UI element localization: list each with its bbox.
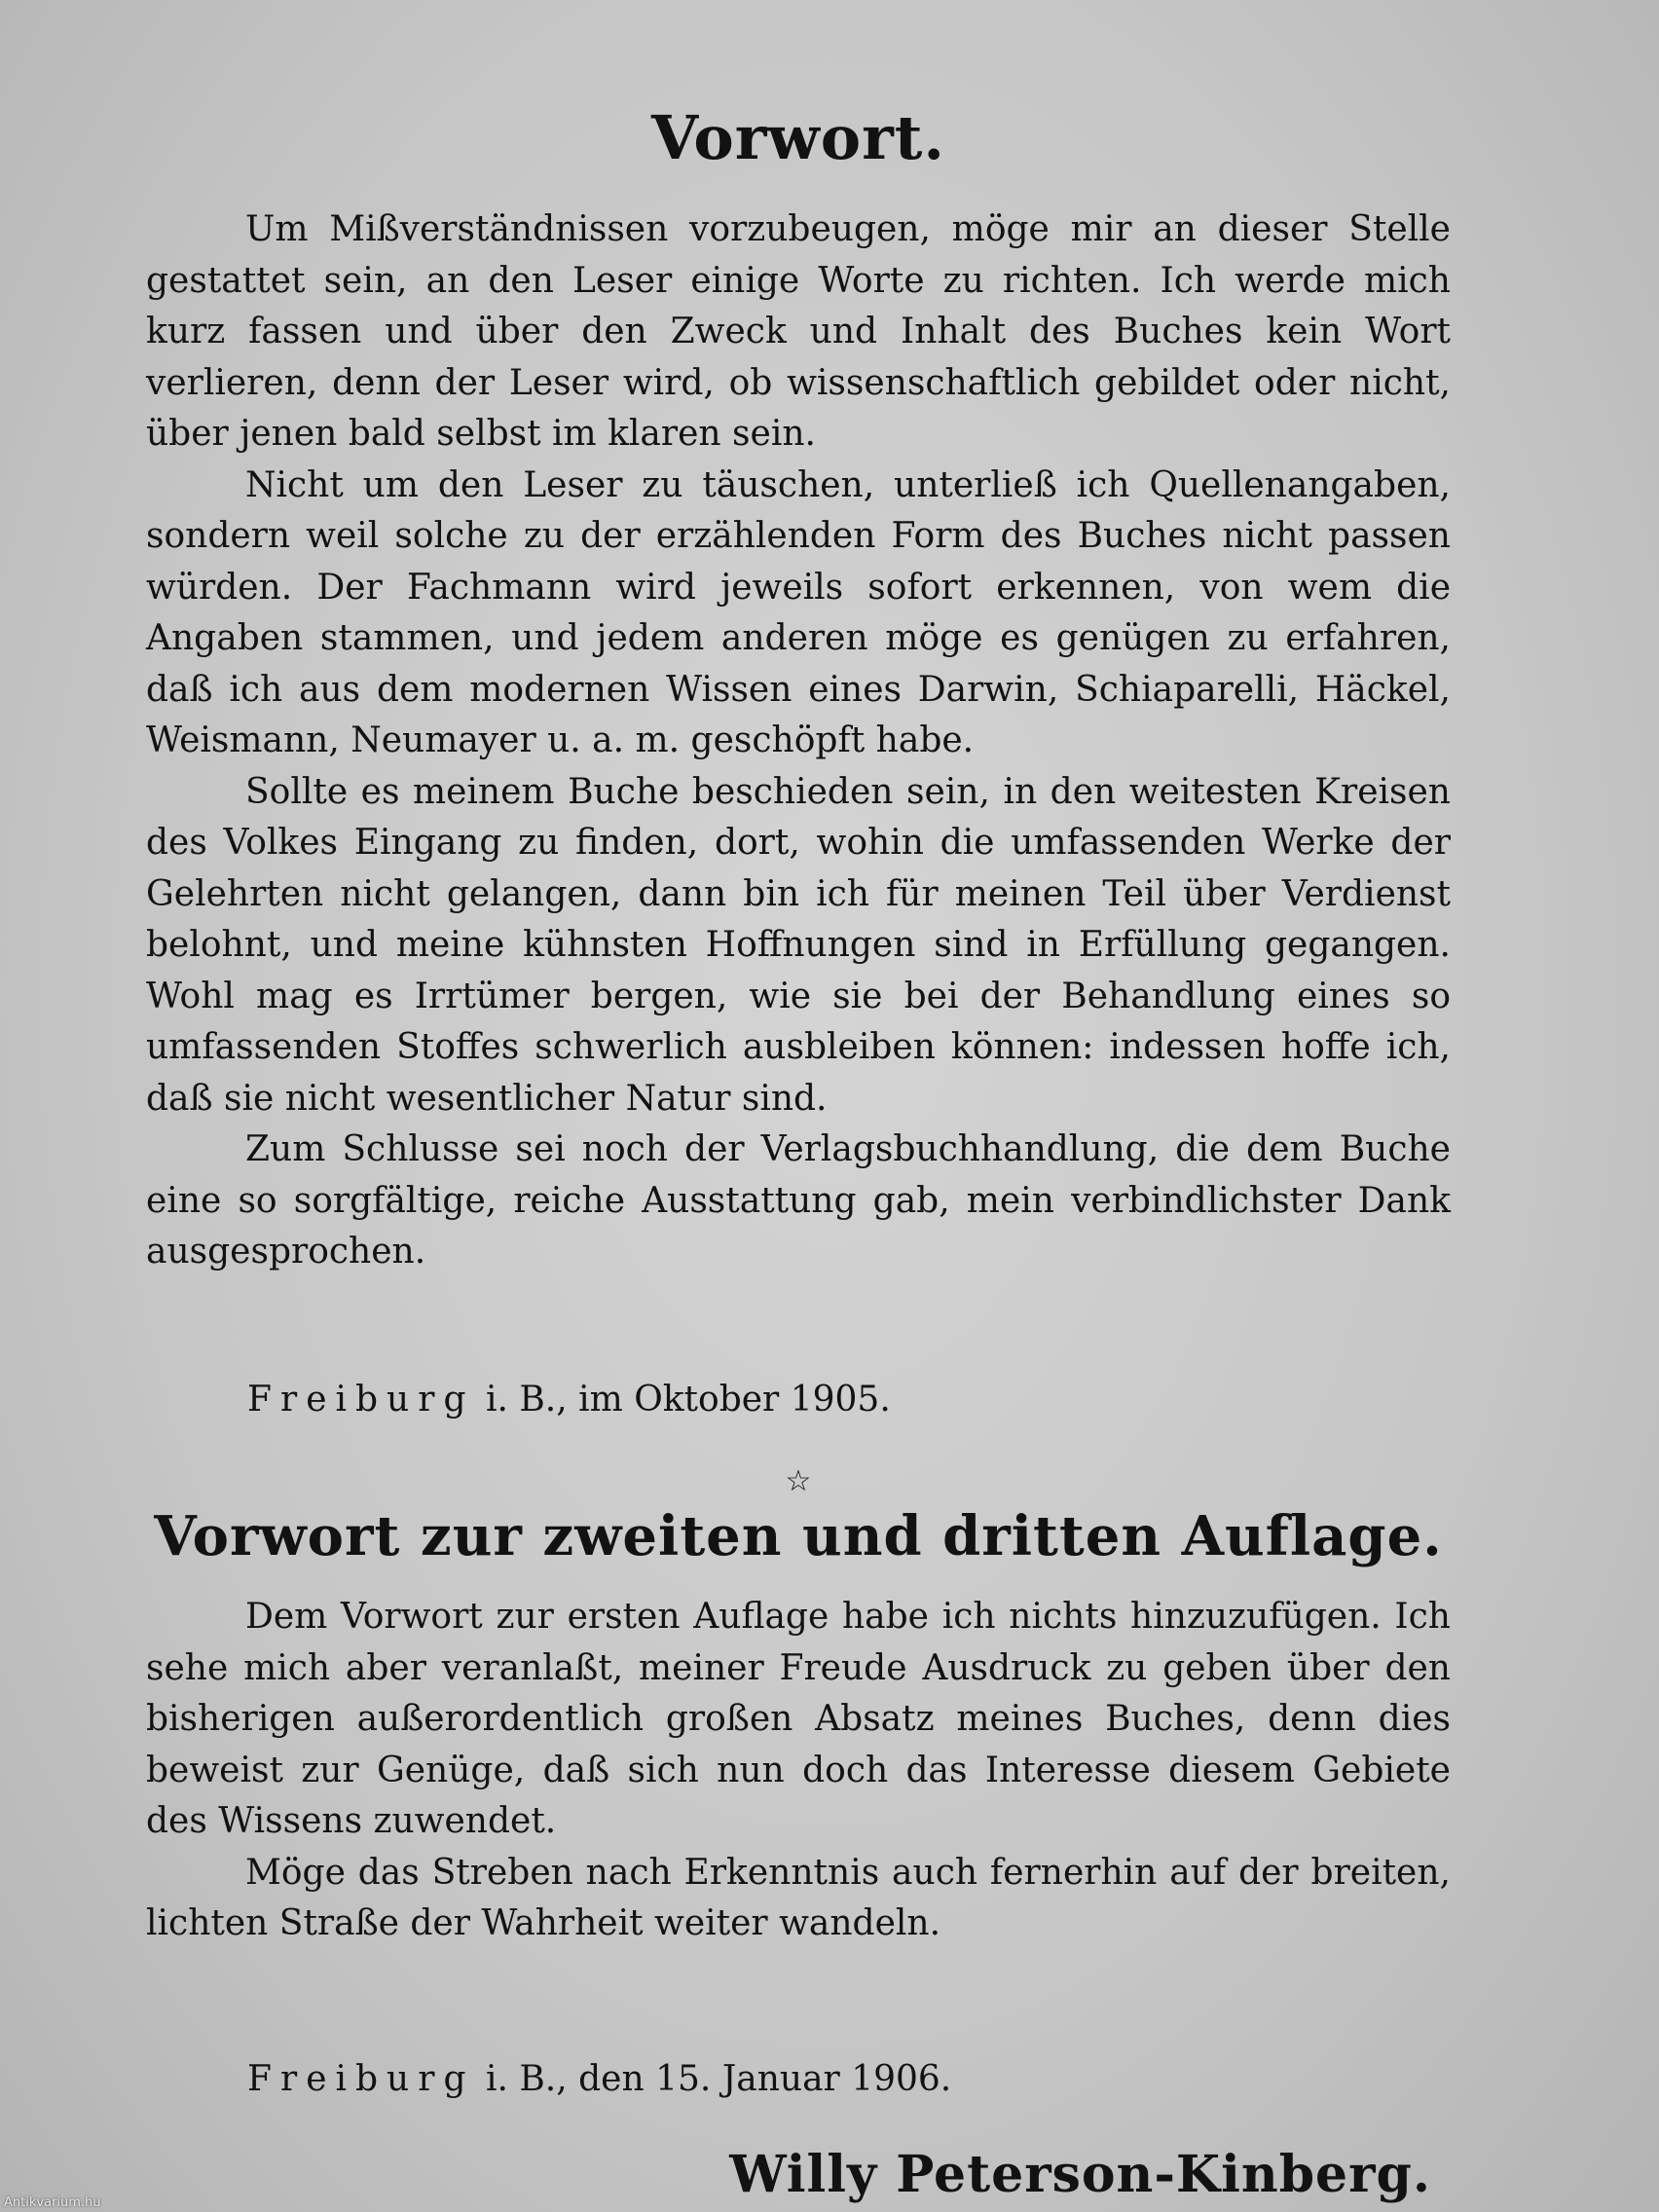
preface-paragraph-3: Sollte es meinem Buche beschieden sein, in den weitesten Kreisen des Volkes Eingang zu finden, dort, wohin die umfassenden Werke der Gelehrten nicht gelangen, dann bin ich für meinen Teil über Verdienst belohnt, und meine kühnsten Hoffnungen sind in Erfüllung gegangen. Wohl mag es Irrtümer bergen, wie sie bei der Behandlung eines so umfassenden Stoffes schwerlich ausbleiben können: indessen hoffe ich, daß sie nicht wesentlicher Natur sind. — [146, 771, 1451, 1119]
preface2-title: Vorwort zur zweiten und dritten Auflage. — [154, 1504, 1443, 1568]
preface-paragraph-4: Zum Schlusse sei noch der Verlagsbuchhandlung, die dem Buche eine so sorgfältige, reiche Ausstattung gab, mein verbindlichster Dank ausgesprochen. — [146, 1129, 1451, 1272]
preface-paragraph-2: Nicht um den Leser zu täuschen, unterließ ich Quellenangaben, sondern weil solche zu der erzählenden Form des Buches nicht passen würden. Der Fachmann wird jeweils sofort erkennen, von wem die Angaben stammen, und jedem anderen möge es genügen zu erfahren, daß ich aus dem modernen Wissen eines Darwin, Schiaparelli, Häckel, Weismann, Neumayer u. a. m. geschöpft habe. — [146, 464, 1451, 760]
preface2-dateline — [247, 2059, 951, 2099]
author-signature: Willy Peterson-Kinberg. — [729, 2145, 1431, 2204]
star-separator-icon: ☆ — [785, 1464, 812, 1498]
preface-title: Vorwort. — [650, 102, 946, 173]
watermark: Antikvarium.hu — [4, 2195, 101, 2210]
preface2-date-rest: i. B., den 15. Januar 1906. — [485, 2059, 952, 2099]
preface-paragraph-1: Um Mißverständnissen vorzubeugen, möge mir an dieser Stelle gestattet sein, an den Leser einige Worte zu richten. Ich werde mich kurz fassen und über den Zweck und Inhalt des Buches kein Wort verlieren, denn der Leser wird, ob wissenschaftlich gebildet oder nicht, über jenen bald selbst im klaren sein. — [146, 209, 1451, 454]
preface2-body — [146, 1592, 1451, 1950]
preface2-paragraph-1: Dem Vorwort zur ersten Auflage habe ich nichts hinzuzufügen. Ich sehe mich aber veranlaßt, meiner Freude Ausdruck zu geben über den bisherigen außerordentlich großen Absatz meines Buches, denn dies beweist zur Genüge, daß sich nun doch das Interesse diesem Gebiete des Wissens zuwendet. — [146, 1597, 1451, 1841]
preface-date-place: Freiburg — [247, 1380, 475, 1419]
preface-date-rest: i. B., im Oktober 1905. — [485, 1380, 891, 1419]
preface-body — [146, 204, 1451, 1278]
preface2-paragraph-2: Möge das Streben nach Erkenntnis auch fernerhin auf der breiten, lichten Straße der Wahrheit weiter wandeln. — [146, 1852, 1451, 1943]
preface2-date-place: Freiburg — [247, 2059, 475, 2099]
document-page — [146, 92, 1451, 2204]
preface-dateline — [247, 1380, 891, 1419]
